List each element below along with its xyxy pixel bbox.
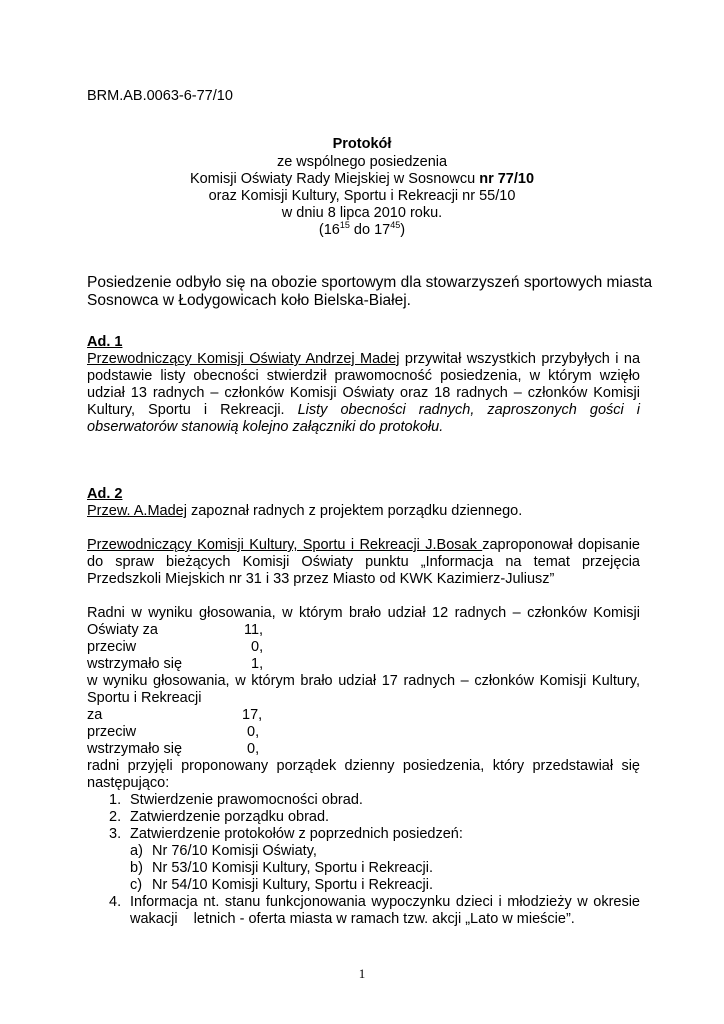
header-line-2-text: Komisji Oświaty Rady Miejskiej w Sosnowcu [189, 171, 476, 187]
ad1-heading: Ad. 1 [87, 334, 123, 350]
time-close: ) [400, 222, 406, 238]
location-line-2: Sosnowca w Łodygowicach koło Bielska-Białej. [87, 292, 411, 309]
page-number: 1 [358, 966, 366, 981]
meeting-time [0, 222, 724, 239]
vote2-against-label: przeciw [87, 724, 137, 740]
time-end-minutes: 45 [390, 220, 401, 231]
chairman-name-link: Przewodniczący Komisji Oświaty Andrzej Madej [87, 351, 400, 367]
culture-chairman-link: Przewodniczący Komisji Kultury, Sportu i Rekreacji J.Bosak [87, 537, 483, 553]
vote1-against-value: 0, [251, 639, 264, 655]
agenda-subitem-letter: a) [130, 843, 143, 859]
location-line-1: Posiedzenie odbyło się na obozie sportowym dla stowarzyszeń sportowych miasta [87, 274, 653, 291]
document-title: Protokół [332, 136, 392, 152]
vote2-line-2: Sportu i Rekreacji [87, 690, 202, 706]
agenda-item-number: 4. [109, 894, 122, 910]
ad2-heading: Ad. 2 [87, 486, 123, 502]
agenda-item-4-line-1: Informacja nt. stanu funkcjonowania wypoczynku dzieci i młodzieży w okresie [130, 894, 640, 910]
ad2-p2-line-1-rest: zaproponował dopisanie [482, 537, 640, 553]
ad1-line-3: udział 13 radnych – członków Komisji Oświaty oraz 18 radnych – członków Komisji [87, 385, 640, 401]
agenda-item-4-line-2: wakacji letnich - oferta miasta w ramach tzw. akcji „Lato w mieście”. [130, 911, 575, 927]
ad2-p2-line-2: do spraw bieżących Komisji Oświaty punktu „Informacja na temat przejęcia [87, 554, 640, 570]
ad2-paragraph-1 [87, 503, 522, 520]
agenda-subitem-text: Nr 54/10 Komisji Kultury, Sportu i Rekreacji. [152, 877, 433, 893]
document-reference: BRM.AB.0063-6-77/10 [87, 88, 233, 104]
vote2-line-1: w wyniku głosowania, w którym brało udział 17 radnych – członków Komisji Kultury, [87, 673, 640, 689]
meeting-number: nr 77/10 [479, 171, 535, 187]
agenda-item-text: Zatwierdzenie protokołów z poprzednich posiedzeń: [130, 826, 463, 842]
ad1-line-4-italic: Listy obecności radnych, zaproszonych gości i [284, 402, 640, 418]
ad1-line-4-normal: Kultury, Sportu i Rekreacji. [87, 402, 285, 418]
ad1-line-5: obserwatorów stanowią kolejno załączniki do protokołu. [87, 419, 444, 435]
vote1-abstain-label: wstrzymało się [87, 656, 183, 672]
vote1-for-value: 11, [244, 622, 264, 638]
ad1-line-1 [87, 351, 640, 368]
agenda-item-number: 3. [109, 826, 122, 842]
header-line-3: oraz Komisji Kultury, Sportu i Rekreacji nr 55/10 [208, 188, 516, 204]
agenda-item-text: Zatwierdzenie porządku obrad. [130, 809, 330, 825]
vote2-for-value: 17, [242, 707, 263, 723]
ad2-paragraph-1-rest: zapoznał radnych z projektem porządku dziennego. [186, 503, 523, 519]
vote2-abstain-value: 0, [247, 741, 260, 757]
time-open: (16 [318, 222, 340, 238]
vote2-abstain-label: wstrzymało się [87, 741, 183, 757]
agenda-item-number: 2. [109, 809, 122, 825]
agenda-subitem-text: Nr 76/10 Komisji Oświaty, [152, 843, 317, 859]
time-mid: do 17 [349, 222, 391, 238]
agenda-item-text: Stwierdzenie prawomocności obrad. [130, 792, 363, 808]
vote1-abstain-value: 1, [251, 656, 264, 672]
agenda-subitem-letter: b) [130, 860, 143, 876]
time-start-minutes: 15 [339, 220, 350, 231]
vote1-against-label: przeciw [87, 639, 137, 655]
ad1-line-1-rest: przywitał wszystkich przybyłych i na [399, 351, 641, 367]
result-line-1: radni przyjęli proponowany porządek dzienny posiedzenia, który przedstawiał się [87, 758, 640, 774]
ad2-p2-line-1 [87, 537, 640, 554]
chairman-short-link: Przew. A.Madej [87, 503, 187, 519]
result-line-2: następująco: [87, 775, 170, 791]
agenda-subitem-text: Nr 53/10 Komisji Kultury, Sportu i Rekreacji. [152, 860, 433, 876]
meeting-date: w dniu 8 lipca 2010 roku. [281, 205, 443, 221]
vote2-for-label: za [87, 707, 103, 723]
vote2-against-value: 0, [247, 724, 260, 740]
ad2-p2-line-3: Przedszkoli Miejskich nr 31 i 33 przez Miasto od KWK Kazimierz-Juliusz” [87, 571, 555, 587]
ad1-line-2: podstawie listy obecności stwierdził prawomocność posiedzenia, w którym wzięło [87, 368, 640, 384]
agenda-item-number: 1. [109, 792, 122, 808]
ad1-line-4 [87, 402, 640, 419]
header-line-2 [0, 171, 724, 188]
vote1-for-label: Oświaty za [87, 622, 158, 638]
agenda-subitem-letter: c) [130, 877, 143, 893]
vote1-line-1: Radni w wyniku głosowania, w którym brało udział 12 radnych – członków Komisji [87, 605, 640, 621]
header-line-1: ze wspólnego posiedzenia [276, 154, 448, 170]
